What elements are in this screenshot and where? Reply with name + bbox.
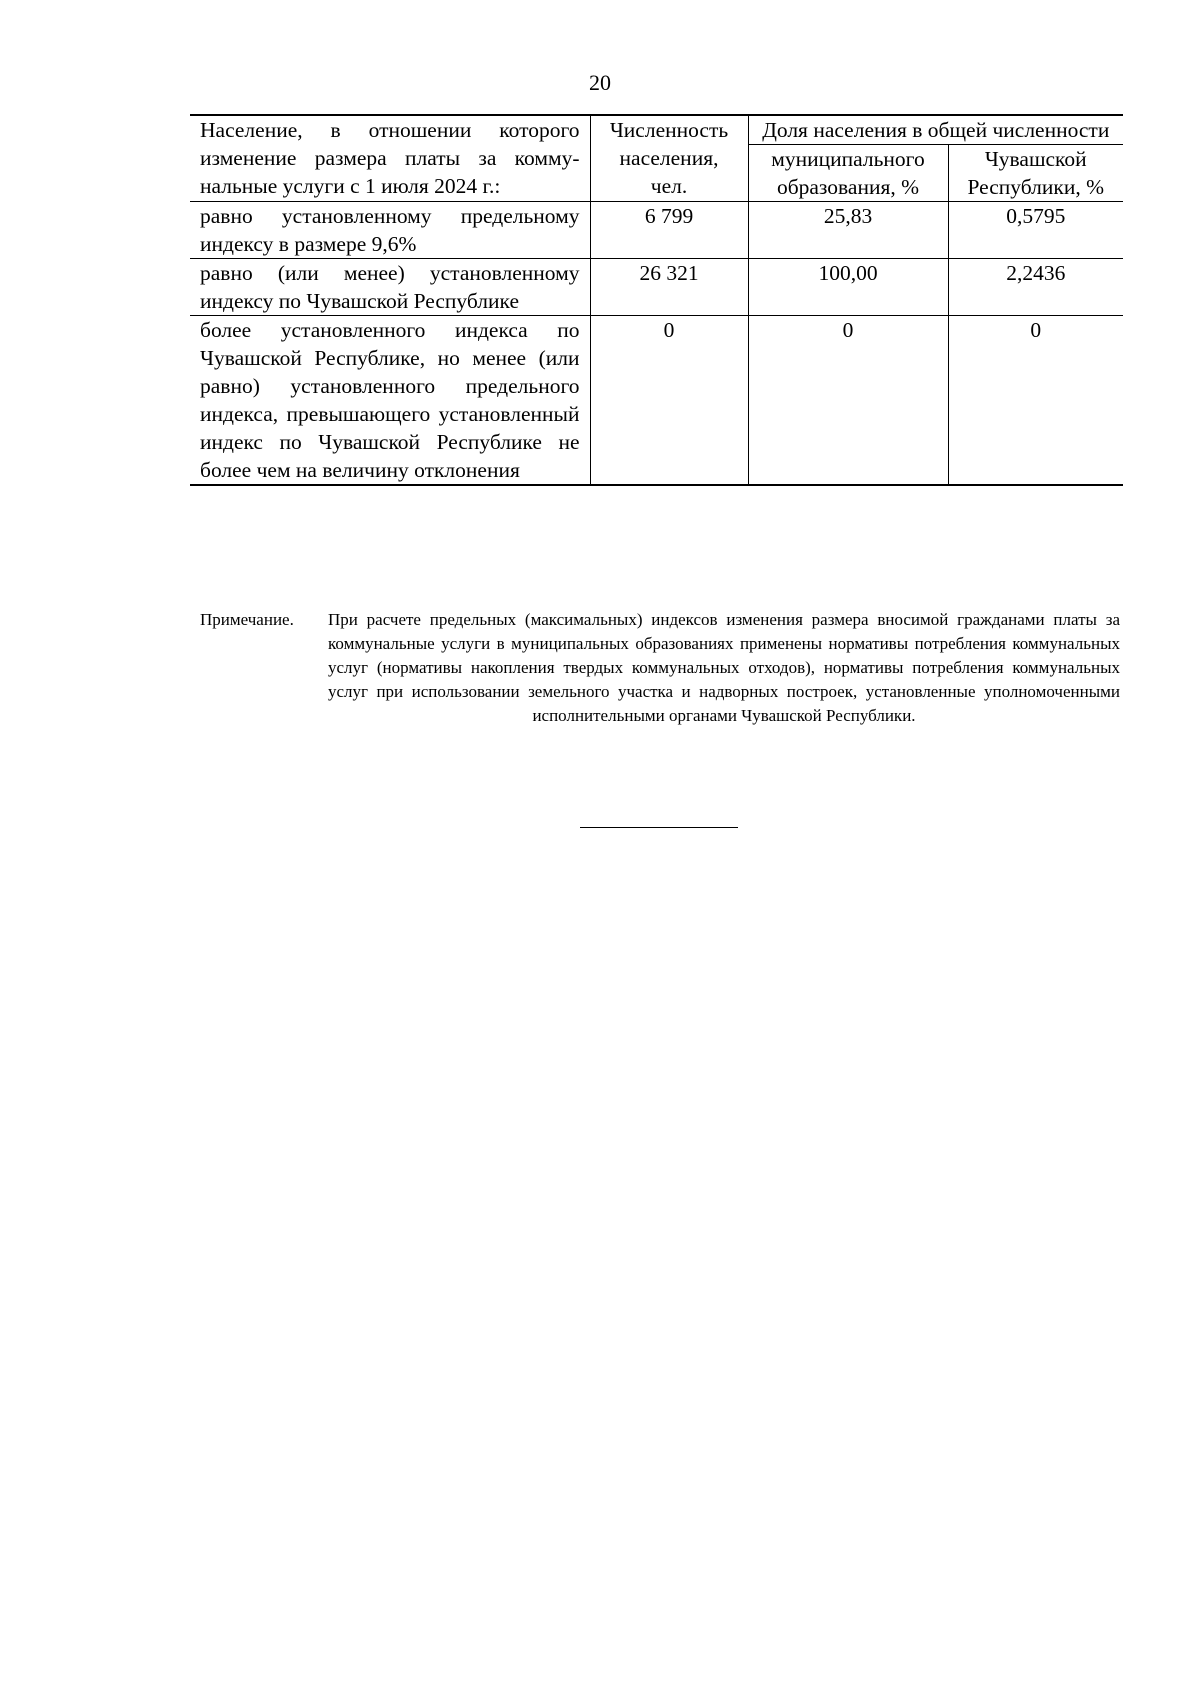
row-label: более установленного индекса по Чувашской Республике, но менее (или равно) установленного предельного индекса, превышающего установленный индекс по Чувашской Республике не более чем на величину отклонения <box>190 316 590 486</box>
header-population-label: Население, в отношении которого изменение размера платы за коммунальные услуги с 1 июля 2024 г.: <box>190 115 590 202</box>
table-row <box>190 259 1123 316</box>
row-share-municipal: 100,00 <box>748 259 948 316</box>
row-share-republic: 2,2436 <box>948 259 1123 316</box>
header-share-group: Доля населения в общей численности <box>748 115 1123 145</box>
footnote <box>200 608 1120 728</box>
table-row <box>190 316 1123 486</box>
end-of-document-rule <box>580 827 738 828</box>
row-label: равно (или менее) установленному индексу по Чувашской Республике <box>190 259 590 316</box>
population-share-table-wrap <box>190 114 1123 486</box>
header-share-republic: Чувашской Республики, % <box>948 145 1123 202</box>
row-share-republic: 0,5795 <box>948 202 1123 259</box>
table-header-row <box>190 115 1123 145</box>
footnote-label: Примечание. <box>200 610 294 629</box>
row-count: 26 321 <box>590 259 748 316</box>
row-share-municipal: 25,83 <box>748 202 948 259</box>
footnote-text: При расчете предельных (максимальных) индексов изменения размера вносимой гражданами платы за коммунальные услуги в муниципальных образованиях применены нормативы потребления коммунальных услуг (нормативы накопления твердых коммунальных отходов), нормативы потребления коммунальных услуг при использовании земельного участка и надворных построек, установленные уполномоченными исполнительными органами Чувашской Республики. <box>328 610 1120 725</box>
row-count: 6 799 <box>590 202 748 259</box>
table-row <box>190 202 1123 259</box>
header-share-municipal: муниципального образования, % <box>748 145 948 202</box>
row-share-republic: 0 <box>948 316 1123 486</box>
row-count: 0 <box>590 316 748 486</box>
page-number: 20 <box>589 70 611 95</box>
header-count: Численность населения, чел. <box>590 115 748 202</box>
row-label: равно установленному предельному индексу в размере 9,6% <box>190 202 590 259</box>
population-share-table <box>190 114 1123 486</box>
row-share-municipal: 0 <box>748 316 948 486</box>
